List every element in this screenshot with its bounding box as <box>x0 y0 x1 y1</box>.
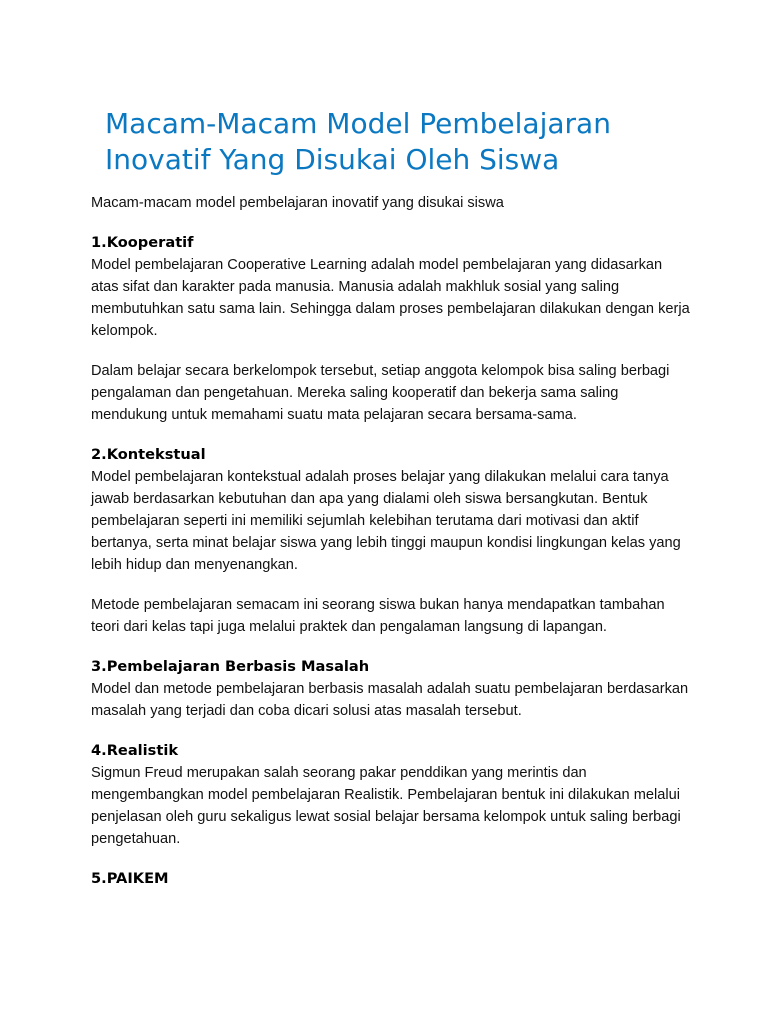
paragraph: Model pembelajaran Cooperative Learning adalah model pembelajaran yang didasarkan atas sifat dan karakter pada manusia. Manusia adalah makhluk sosial yang saling membutuhkan satu sama lain. Sehingga dalam proses pembelajaran dilakukan dengan kerja kelompok. <box>91 257 690 339</box>
paragraph: Dalam belajar secara berkelompok tersebut, setiap anggota kelompok bisa saling berbagi pengalaman dan pengetahuan. Mereka saling kooperatif dan bekerja sama saling mendukung untuk memahami suatu mata pelajaran secara bersama-sama. <box>91 363 670 423</box>
paragraph: Sigmun Freud merupakan salah seorang pakar penddikan yang merintis dan mengembangkan model pembelajaran Realistik. Pembelajaran bentuk ini dilakukan melalui penjelasan oleh guru sekaligus lewat sosial belajar bersama kelompok untuk saling berbagi pengetahuan. <box>91 765 681 847</box>
section-heading-berbasis-masalah: 3.Pembelajaran Berbasis Masalah <box>91 658 370 675</box>
section-heading-paikem: 5.PAIKEM <box>91 870 169 887</box>
paragraph: Model pembelajaran kontekstual adalah proses belajar yang dilakukan melalui cara tanya jawab berdasarkan kebutuhan dan apa yang dialami oleh siswa bersangkutan. Bentuk pembelajaran seperti ini memiliki sejumlah kelebihan terutama dari motivasi dan aktif bertanya, serta minat belajar siswa yang lebih tinggi maupun kondisi lingkungan kelas yang lebih hidup dan menyenangkan. <box>91 469 681 573</box>
paragraph: Model dan metode pembelajaran berbasis masalah adalah suatu pembelajaran berdasarkan masalah yang terjadi dan coba dicari solusi atas masalah tersebut. <box>91 681 689 719</box>
page-title: Macam-Macam Model Pembelajaran Inovatif Yang Disukai Oleh Siswa <box>105 107 611 176</box>
section-heading-kontekstual: 2.Kontekstual <box>91 446 206 463</box>
section-heading-kooperatif: 1.Kooperatif <box>91 234 194 251</box>
paragraph: Metode pembelajaran semacam ini seorang siswa bukan hanya mendapatkan tambahan teori dari kelas tapi juga melalui praktek dan pengalaman langsung di lapangan. <box>91 597 665 635</box>
document-body <box>91 192 691 890</box>
section-heading-realistik: 4.Realistik <box>91 742 179 759</box>
intro-text: Macam-macam model pembelajaran inovatif yang disukai siswa <box>91 195 504 211</box>
